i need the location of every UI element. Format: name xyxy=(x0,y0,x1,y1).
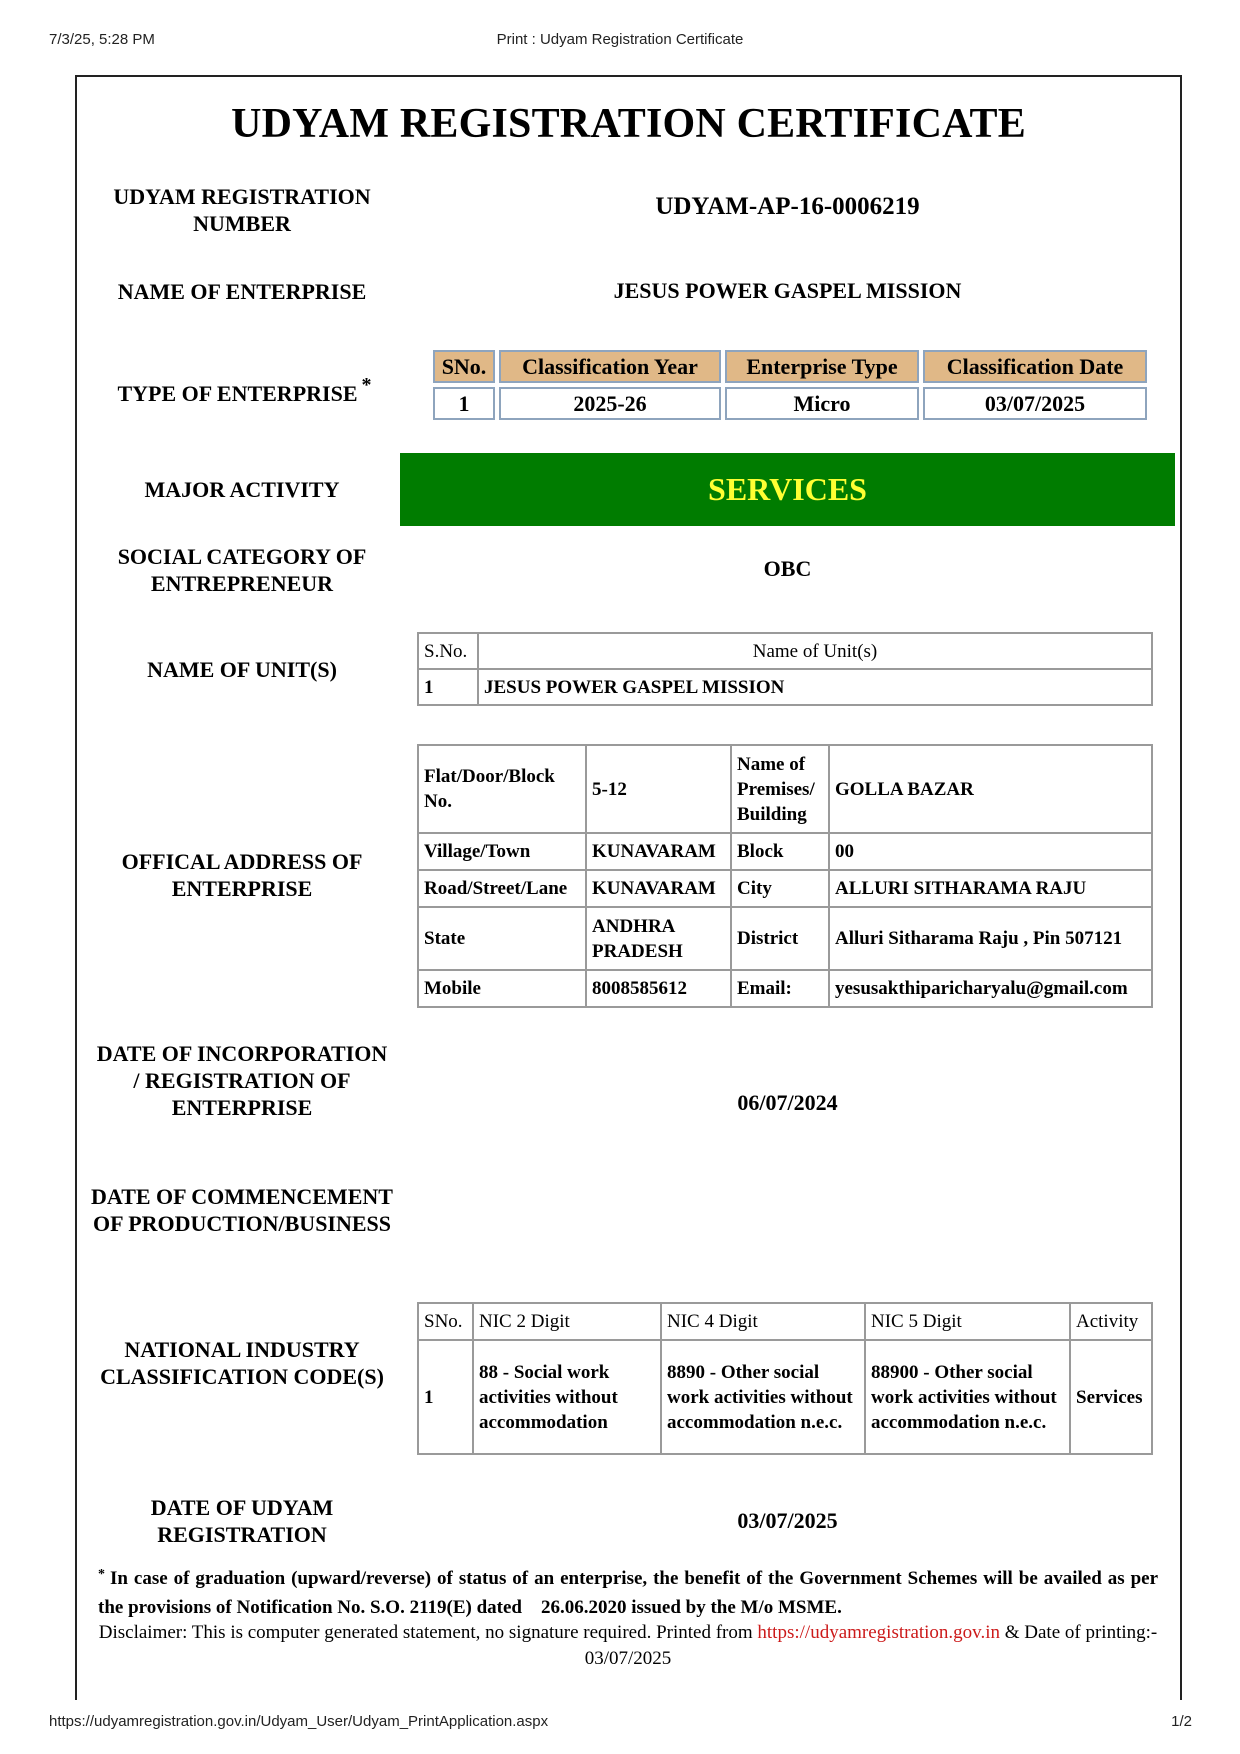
units-table xyxy=(417,632,1153,706)
table-row xyxy=(418,833,1152,870)
enterprise-name-value: JESUS POWER GASPEL MISSION xyxy=(613,278,962,303)
cell-value: 00 xyxy=(829,833,1152,870)
disclaimer-suffix: & Date of printing:- 03/07/2025 xyxy=(584,1622,1158,1669)
cell-value: ANDHRA PRADESH xyxy=(586,907,731,970)
cell-nic4: 8890 - Other social work activities without accommodation n.e.c. xyxy=(661,1340,865,1454)
cell-value: 8008585612 xyxy=(586,970,731,1007)
col-sno: SNo. xyxy=(418,1303,473,1340)
registration-number-value: UDYAM-AP-16-0006219 xyxy=(655,193,920,220)
cell-key: Block xyxy=(731,833,829,870)
table-row xyxy=(418,970,1152,1007)
asterisk-marker: * xyxy=(361,374,372,396)
incorporation-date-label: DATE OF INCORPORATION / REGISTRATION OF ENTERPRISE xyxy=(96,1041,388,1120)
type-of-enterprise-text: TYPE OF ENTERPRISE xyxy=(117,381,358,406)
enterprise-name-label: NAME OF ENTERPRISE xyxy=(117,279,367,304)
cell-sno: 1 xyxy=(418,669,478,705)
cell-value: KUNAVARAM xyxy=(586,870,731,907)
social-category-label: SOCIAL CATEGORY OF ENTREPRENEUR xyxy=(117,544,367,596)
cell-activity: Services xyxy=(1070,1340,1152,1454)
incorporation-date-value: 06/07/2024 xyxy=(737,1090,838,1115)
table-row xyxy=(418,1340,1152,1454)
registration-number-label: UDYAM REGISTRATION NUMBER xyxy=(113,184,371,236)
cell-key: Flat/Door/Block No. xyxy=(418,745,586,833)
udyam-registration-date-value: 03/07/2025 xyxy=(737,1508,838,1533)
cell-value: yesusakthiparicharyalu@gmail.com xyxy=(829,970,1152,1007)
col-enterprise-type: Enterprise Type xyxy=(725,350,919,383)
nic-codes-table xyxy=(417,1302,1153,1455)
certificate-title: UDYAM REGISTRATION CERTIFICATE xyxy=(231,101,1026,147)
col-sno: SNo. xyxy=(433,350,495,383)
col-activity: Activity xyxy=(1070,1303,1152,1340)
cell-classification-year: 2025-26 xyxy=(499,387,721,420)
cell-nic5: 88900 - Other social work activities without accommodation n.e.c. xyxy=(865,1340,1070,1454)
cell-key: Mobile xyxy=(418,970,586,1007)
footnote-text: In case of graduation (upward/reverse) of status of an enterprise, the benefit of the Government Schemes will be availed as per the provisions of Notification No. S.O. 2119(E) dated 26.06.2020 issued by the M/o MSME. xyxy=(98,1568,1158,1618)
type-of-enterprise-label xyxy=(92,374,397,409)
cell-unit-name: JESUS POWER GASPEL MISSION xyxy=(478,669,1152,705)
commencement-date-label: DATE OF COMMENCEMENT OF PRODUCTION/BUSINESS xyxy=(91,1184,393,1236)
major-activity-label: MAJOR ACTIVITY xyxy=(144,477,340,502)
udyam-registration-date-label: DATE OF UDYAM REGISTRATION xyxy=(150,1495,334,1547)
cell-enterprise-type: Micro xyxy=(725,387,919,420)
print-footer xyxy=(0,1713,1240,1733)
col-nic2: NIC 2 Digit xyxy=(473,1303,661,1340)
cell-key: Road/Street/Lane xyxy=(418,870,586,907)
graduation-footnote xyxy=(98,1565,1158,1621)
nic-codes-label: NATIONAL INDUSTRY CLASSIFICATION CODE(S) xyxy=(100,1337,384,1389)
cell-nic2: 88 - Social work activities without accommodation xyxy=(473,1340,661,1454)
col-unit-name: Name of Unit(s) xyxy=(478,633,1152,669)
units-label: NAME OF UNIT(S) xyxy=(147,657,337,682)
cell-key: Name of Premises/ Building xyxy=(731,745,829,833)
print-header xyxy=(0,31,1240,51)
official-address-label: OFFICAL ADDRESS OF ENTERPRISE xyxy=(121,849,363,901)
udyam-portal-link[interactable]: https://udyamregistration.gov.in xyxy=(757,1622,1000,1643)
cell-value: Alluri Sitharama Raju , Pin 507121 xyxy=(829,907,1152,970)
print-page-title: Print : Udyam Registration Certificate xyxy=(496,31,744,48)
col-nic4: NIC 4 Digit xyxy=(661,1303,865,1340)
address-table xyxy=(417,744,1153,1008)
cell-sno: 1 xyxy=(418,1340,473,1454)
major-activity-value: SERVICES xyxy=(400,453,1175,526)
print-page-number: 1/2 xyxy=(1171,1713,1192,1730)
disclaimer xyxy=(98,1620,1158,1672)
print-source-url: https://udyamregistration.gov.in/Udyam_User/Udyam_PrintApplication.aspx xyxy=(49,1713,549,1730)
table-row xyxy=(418,669,1152,705)
col-classification-date: Classification Date xyxy=(923,350,1147,383)
table-row xyxy=(433,387,1147,420)
cell-classification-date: 03/07/2025 xyxy=(923,387,1147,420)
table-row xyxy=(418,907,1152,970)
col-sno: S.No. xyxy=(418,633,478,669)
cell-sno: 1 xyxy=(433,387,495,420)
footnote-asterisk: * xyxy=(98,1567,105,1582)
cell-key: Village/Town xyxy=(418,833,586,870)
enterprise-type-table xyxy=(429,350,1151,420)
disclaimer-prefix: Disclaimer: This is computer generated statement, no signature required. Printed from xyxy=(98,1622,758,1643)
print-datetime: 7/3/25, 5:28 PM xyxy=(49,31,155,48)
cell-key: State xyxy=(418,907,586,970)
cell-value: 5-12 xyxy=(586,745,731,833)
col-classification-year: Classification Year xyxy=(499,350,721,383)
table-row xyxy=(418,745,1152,833)
table-row xyxy=(418,870,1152,907)
social-category-value: OBC xyxy=(763,556,812,581)
cell-key: District xyxy=(731,907,829,970)
cell-value: GOLLA BAZAR xyxy=(829,745,1152,833)
cell-key: City xyxy=(731,870,829,907)
cell-key: Email: xyxy=(731,970,829,1007)
col-nic5: NIC 5 Digit xyxy=(865,1303,1070,1340)
cell-value: KUNAVARAM xyxy=(586,833,731,870)
cell-value: ALLURI SITHARAMA RAJU xyxy=(829,870,1152,907)
